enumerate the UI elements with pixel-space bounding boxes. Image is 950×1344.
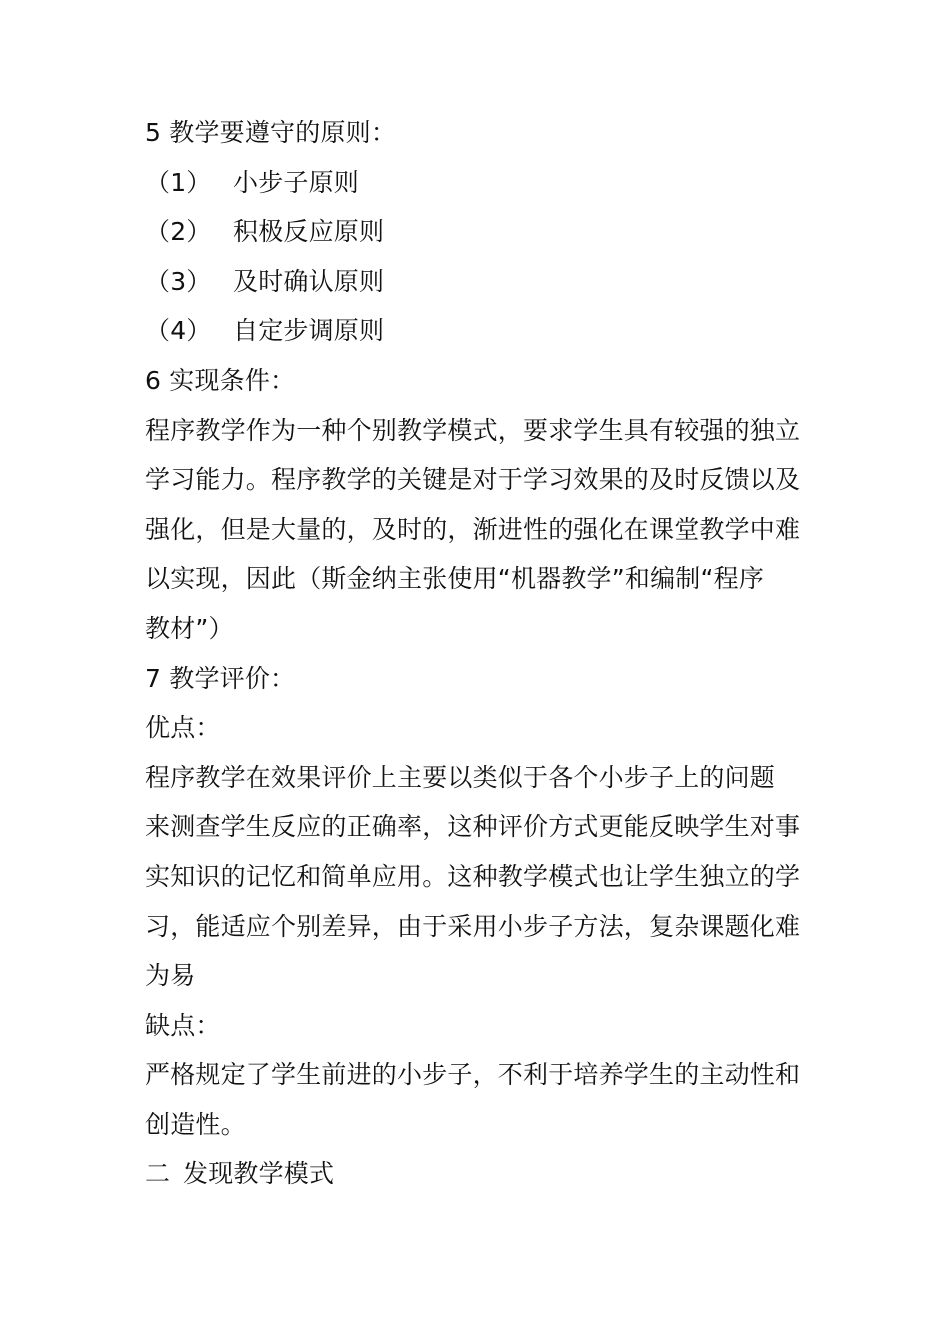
- cons-label: 缺点：: [145, 1010, 221, 1040]
- principle-item-3: [145, 257, 815, 307]
- section-6-line: 以实现，因此（斯金纳主张使用“机器教学”和编制“程序: [145, 564, 765, 594]
- section-6-heading: 6 实现条件：: [145, 365, 296, 395]
- pros-line: 为易: [145, 961, 196, 991]
- cons-line: 严格规定了学生前进的小步子，不利于培养学生的主动性和: [145, 1060, 801, 1090]
- principle-text: 自定步调原则: [233, 316, 385, 346]
- cons-line: 创造性。: [145, 1109, 246, 1139]
- pros-line: 程序教学在效果评价上主要以类似于各个小步子上的问题: [145, 762, 776, 792]
- section-6-line: 强化，但是大量的，及时的，渐进性的强化在课堂教学中难: [145, 514, 801, 544]
- pros-line: 习，能适应个别差异，由于采用小步子方法，复杂课题化难: [145, 911, 801, 941]
- section-6-line: 学习能力。程序教学的关键是对于学习效果的及时反馈以及: [145, 465, 801, 495]
- principle-text: 及时确认原则: [233, 266, 385, 296]
- principle-number: （4）: [145, 316, 212, 346]
- principle-item-4: [145, 306, 815, 356]
- section-7-heading: 7 教学评价：: [145, 663, 296, 693]
- part-two-mark: 二: [145, 1159, 171, 1189]
- pros-line: 实知识的记忆和简单应用。这种教学模式也让学生独立的学: [145, 861, 801, 891]
- principle-number: （3）: [145, 266, 212, 296]
- principle-text: 小步子原则: [233, 167, 360, 197]
- section-5-heading: 5 教学要遵守的原则：: [145, 118, 397, 147]
- pros-label: 优点：: [145, 713, 221, 743]
- principle-number: （1）: [145, 167, 212, 197]
- principle-number: （2）: [145, 217, 212, 247]
- principle-item-1: [145, 158, 815, 208]
- principle-item-2: [145, 207, 815, 257]
- section-6-line: 教材”）: [145, 613, 234, 643]
- part-two-heading: [145, 1149, 815, 1199]
- principle-text: 积极反应原则: [233, 217, 385, 247]
- pros-line: 来测查学生反应的正确率，这种评价方式更能反映学生对事: [145, 812, 801, 842]
- document-content: [145, 108, 815, 1199]
- section-6-line: 程序教学作为一种个别教学模式，要求学生具有较强的独立: [145, 415, 801, 445]
- part-two-title: 发现教学模式: [183, 1159, 335, 1189]
